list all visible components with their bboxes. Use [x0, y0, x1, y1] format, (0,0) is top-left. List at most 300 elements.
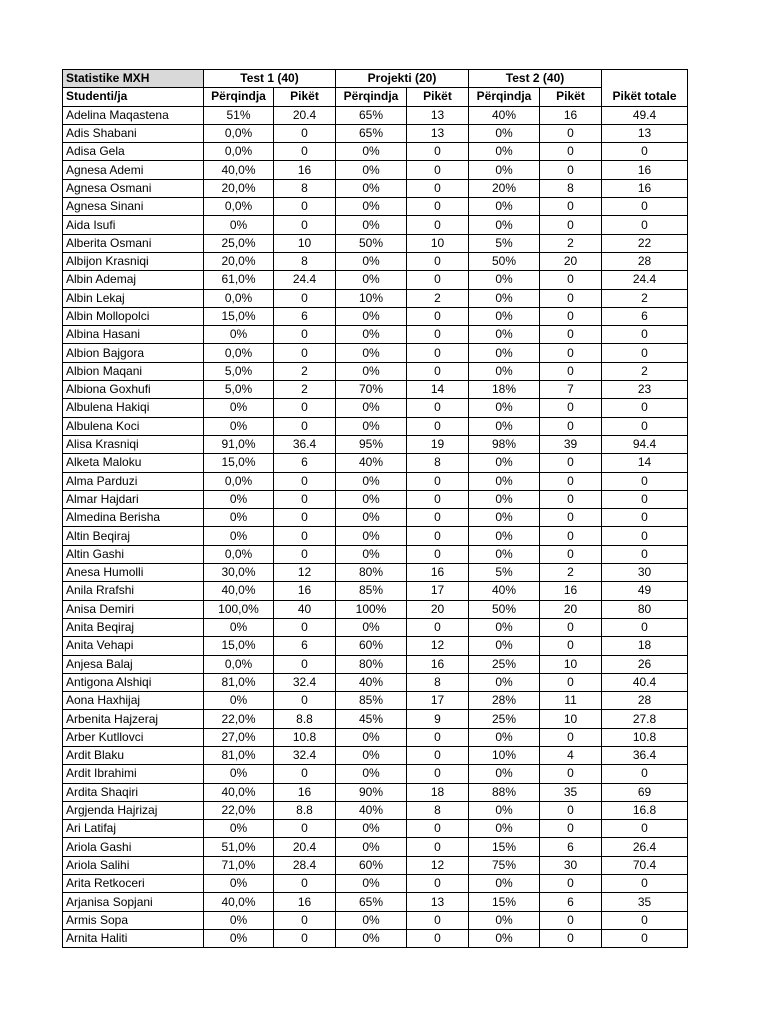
test1-percent: 0%	[204, 399, 274, 417]
total-points: 94.4	[602, 435, 688, 453]
projekti-points: 0	[407, 472, 469, 490]
test2-percent: 40%	[469, 106, 540, 124]
test2-points: 35	[540, 783, 602, 801]
projekti-percent: 0%	[336, 765, 407, 783]
test2-points: 0	[540, 143, 602, 161]
test2-points: 0	[540, 545, 602, 563]
test2-percent: 0%	[469, 728, 540, 746]
test1-percent: 0,0%	[204, 289, 274, 307]
total-points: 0	[602, 198, 688, 216]
test1-points: 20.4	[274, 838, 336, 856]
test1-points: 0	[274, 344, 336, 362]
test2-points: 0	[540, 765, 602, 783]
total-points: 13	[602, 124, 688, 142]
test1-percent: 0%	[204, 509, 274, 527]
student-name: Alketa Maloku	[63, 454, 204, 472]
test2-percent: 0%	[469, 490, 540, 508]
table-row	[63, 509, 688, 527]
test1-percent: 25,0%	[204, 234, 274, 252]
test1-points: 36.4	[274, 435, 336, 453]
test1-points: 28.4	[274, 856, 336, 874]
table-row	[63, 289, 688, 307]
projekti-points: 8	[407, 673, 469, 691]
projekti-points: 0	[407, 746, 469, 764]
student-name: Anisa Demiri	[63, 600, 204, 618]
test1-percent: 81,0%	[204, 746, 274, 764]
test2-percent: 0%	[469, 673, 540, 691]
projekti-percent: 0%	[336, 472, 407, 490]
projekti-percent: 80%	[336, 655, 407, 673]
total-points: 14	[602, 454, 688, 472]
table-row	[63, 655, 688, 673]
test1-points: 0	[274, 929, 336, 947]
test2-percent: 0%	[469, 801, 540, 819]
test2-percent: 40%	[469, 582, 540, 600]
test1-percent: 0%	[204, 765, 274, 783]
student-name: Alisa Krasniqi	[63, 435, 204, 453]
table-row	[63, 216, 688, 234]
projekti-points: 0	[407, 326, 469, 344]
test1-percent: 40,0%	[204, 783, 274, 801]
test2-points: 0	[540, 216, 602, 234]
projekti-percent: 0%	[336, 545, 407, 563]
projekti-points: 0	[407, 545, 469, 563]
projekti-percent: 0%	[336, 838, 407, 856]
test1-points: 0	[274, 875, 336, 893]
test1-points: 16	[274, 783, 336, 801]
projekti-percent: 65%	[336, 106, 407, 124]
test1-points: 12	[274, 564, 336, 582]
test2-percent: 15%	[469, 893, 540, 911]
test2-points: 0	[540, 490, 602, 508]
test2-points: 0	[540, 527, 602, 545]
table-row	[63, 362, 688, 380]
table-row	[63, 801, 688, 819]
projekti-points: 0	[407, 929, 469, 947]
projekti-points: 2	[407, 289, 469, 307]
projekti-points: 8	[407, 454, 469, 472]
test1-percent: 100,0%	[204, 600, 274, 618]
projekti-percent: 0%	[336, 509, 407, 527]
student-name: Aida Isufi	[63, 216, 204, 234]
test2-points: 30	[540, 856, 602, 874]
test1-points: 0	[274, 692, 336, 710]
total-points: 0	[602, 875, 688, 893]
test1-percent: 40,0%	[204, 161, 274, 179]
table-row	[63, 399, 688, 417]
header-test1-percent: Përqindja	[204, 88, 274, 106]
test1-points: 0	[274, 618, 336, 636]
student-name: Agnesa Sinani	[63, 198, 204, 216]
test1-percent: 20,0%	[204, 252, 274, 270]
student-name: Alma Parduzi	[63, 472, 204, 490]
test1-percent: 15,0%	[204, 307, 274, 325]
header-test1-points: Pikët	[274, 88, 336, 106]
table-row	[63, 307, 688, 325]
test2-points: 10	[540, 655, 602, 673]
header-projekti-points: Pikët	[407, 88, 469, 106]
table-row	[63, 637, 688, 655]
student-name: Anita Vehapi	[63, 637, 204, 655]
projekti-points: 0	[407, 875, 469, 893]
total-points: 16	[602, 161, 688, 179]
test1-percent: 0,0%	[204, 143, 274, 161]
total-points: 0	[602, 143, 688, 161]
test2-percent: 18%	[469, 381, 540, 399]
test1-percent: 0,0%	[204, 124, 274, 142]
total-points: 40.4	[602, 673, 688, 691]
table-row	[63, 381, 688, 399]
projekti-percent: 85%	[336, 692, 407, 710]
projekti-percent: 100%	[336, 600, 407, 618]
projekti-percent: 90%	[336, 783, 407, 801]
projekti-points: 9	[407, 710, 469, 728]
test2-points: 0	[540, 673, 602, 691]
test1-percent: 0%	[204, 820, 274, 838]
table-row	[63, 692, 688, 710]
test2-points: 0	[540, 124, 602, 142]
projekti-points: 0	[407, 820, 469, 838]
student-name: Aona Haxhijaj	[63, 692, 204, 710]
test2-points: 0	[540, 161, 602, 179]
test2-percent: 88%	[469, 783, 540, 801]
projekti-points: 0	[407, 417, 469, 435]
test2-percent: 0%	[469, 198, 540, 216]
projekti-percent: 0%	[336, 326, 407, 344]
test1-points: 0	[274, 417, 336, 435]
test1-points: 0	[274, 820, 336, 838]
total-points: 28	[602, 252, 688, 270]
test1-percent: 0%	[204, 216, 274, 234]
projekti-percent: 0%	[336, 527, 407, 545]
header-total-points: Pikët totale	[602, 88, 688, 106]
total-points: 27.8	[602, 710, 688, 728]
projekti-points: 13	[407, 893, 469, 911]
test1-percent: 0%	[204, 875, 274, 893]
total-points: 0	[602, 929, 688, 947]
test2-points: 20	[540, 252, 602, 270]
test2-percent: 25%	[469, 710, 540, 728]
test1-points: 8.8	[274, 710, 336, 728]
projekti-points: 10	[407, 234, 469, 252]
student-name: Alberita Osmani	[63, 234, 204, 252]
projekti-percent: 40%	[336, 673, 407, 691]
test1-percent: 22,0%	[204, 710, 274, 728]
test2-points: 20	[540, 600, 602, 618]
test1-points: 0	[274, 198, 336, 216]
student-name: Anita Beqiraj	[63, 618, 204, 636]
test1-points: 20.4	[274, 106, 336, 124]
projekti-points: 0	[407, 509, 469, 527]
projekti-percent: 60%	[336, 637, 407, 655]
table-row	[63, 545, 688, 563]
projekti-points: 17	[407, 582, 469, 600]
projekti-points: 0	[407, 362, 469, 380]
table-row	[63, 893, 688, 911]
test2-percent: 0%	[469, 161, 540, 179]
test2-points: 0	[540, 399, 602, 417]
test2-points: 0	[540, 637, 602, 655]
student-name: Armis Sopa	[63, 911, 204, 929]
projekti-percent: 0%	[336, 271, 407, 289]
test2-percent: 0%	[469, 545, 540, 563]
table-row	[63, 710, 688, 728]
test2-percent: 10%	[469, 746, 540, 764]
test2-points: 11	[540, 692, 602, 710]
table-row	[63, 673, 688, 691]
projekti-points: 16	[407, 564, 469, 582]
test2-points: 16	[540, 106, 602, 124]
table-row	[63, 179, 688, 197]
test1-percent: 0,0%	[204, 198, 274, 216]
projekti-percent: 80%	[336, 564, 407, 582]
test1-points: 10.8	[274, 728, 336, 746]
test2-percent: 0%	[469, 289, 540, 307]
test2-percent: 98%	[469, 435, 540, 453]
test2-percent: 15%	[469, 838, 540, 856]
projekti-percent: 0%	[336, 911, 407, 929]
group-header-row	[63, 70, 688, 88]
header-test2-points: Pikët	[540, 88, 602, 106]
total-points: 0	[602, 527, 688, 545]
projekti-points: 0	[407, 143, 469, 161]
student-name: Albina Hasani	[63, 326, 204, 344]
test2-percent: 5%	[469, 234, 540, 252]
test2-percent: 0%	[469, 637, 540, 655]
test2-points: 0	[540, 362, 602, 380]
total-points: 0	[602, 509, 688, 527]
test2-percent: 0%	[469, 820, 540, 838]
test1-percent: 0,0%	[204, 344, 274, 362]
projekti-points: 0	[407, 307, 469, 325]
table-row	[63, 344, 688, 362]
projekti-percent: 65%	[336, 124, 407, 142]
test1-percent: 81,0%	[204, 673, 274, 691]
student-name: Ardit Ibrahimi	[63, 765, 204, 783]
test1-points: 40	[274, 600, 336, 618]
projekti-points: 0	[407, 216, 469, 234]
projekti-percent: 50%	[336, 234, 407, 252]
test1-points: 24.4	[274, 271, 336, 289]
table-row	[63, 472, 688, 490]
projekti-percent: 0%	[336, 417, 407, 435]
total-points: 0	[602, 911, 688, 929]
test1-percent: 51%	[204, 106, 274, 124]
projekti-percent: 0%	[336, 929, 407, 947]
student-name: Adelina Maqastena	[63, 106, 204, 124]
student-name: Altin Gashi	[63, 545, 204, 563]
test1-percent: 0%	[204, 911, 274, 929]
test2-points: 16	[540, 582, 602, 600]
student-name: Albin Ademaj	[63, 271, 204, 289]
table-row	[63, 746, 688, 764]
total-points: 26.4	[602, 838, 688, 856]
projekti-percent: 0%	[336, 179, 407, 197]
student-name: Arnita Haliti	[63, 929, 204, 947]
projekti-percent: 0%	[336, 746, 407, 764]
test1-points: 32.4	[274, 746, 336, 764]
test2-points: 0	[540, 801, 602, 819]
test1-points: 0	[274, 911, 336, 929]
group-test2: Test 2 (40)	[469, 70, 602, 88]
projekti-points: 0	[407, 271, 469, 289]
test1-points: 0	[274, 399, 336, 417]
total-points: 10.8	[602, 728, 688, 746]
projekti-points: 16	[407, 655, 469, 673]
student-name: Agnesa Ademi	[63, 161, 204, 179]
test1-percent: 0%	[204, 417, 274, 435]
test2-points: 0	[540, 454, 602, 472]
test2-percent: 0%	[469, 307, 540, 325]
test2-percent: 0%	[469, 124, 540, 142]
total-points: 2	[602, 362, 688, 380]
test1-percent: 0,0%	[204, 472, 274, 490]
total-points: 6	[602, 307, 688, 325]
projekti-percent: 0%	[336, 307, 407, 325]
student-name: Altin Beqiraj	[63, 527, 204, 545]
projekti-percent: 0%	[336, 198, 407, 216]
total-points: 36.4	[602, 746, 688, 764]
test2-percent: 0%	[469, 454, 540, 472]
projekti-points: 0	[407, 618, 469, 636]
total-points: 0	[602, 820, 688, 838]
student-name: Albiona Goxhufi	[63, 381, 204, 399]
total-points: 18	[602, 637, 688, 655]
test1-points: 8	[274, 252, 336, 270]
student-name: Ardit Blaku	[63, 746, 204, 764]
test1-percent: 5,0%	[204, 381, 274, 399]
group-projekti: Projekti (20)	[336, 70, 469, 88]
table-row	[63, 564, 688, 582]
test1-points: 16	[274, 893, 336, 911]
student-name: Albulena Hakiqi	[63, 399, 204, 417]
projekti-percent: 0%	[336, 490, 407, 508]
projekti-points: 0	[407, 161, 469, 179]
table-row	[63, 820, 688, 838]
projekti-points: 12	[407, 856, 469, 874]
test1-percent: 91,0%	[204, 435, 274, 453]
student-name: Albion Maqani	[63, 362, 204, 380]
projekti-percent: 0%	[336, 728, 407, 746]
student-name: Albion Bajgora	[63, 344, 204, 362]
projekti-points: 0	[407, 344, 469, 362]
projekti-points: 0	[407, 527, 469, 545]
test1-percent: 30,0%	[204, 564, 274, 582]
test1-points: 0	[274, 490, 336, 508]
projekti-percent: 60%	[336, 856, 407, 874]
projekti-percent: 0%	[336, 362, 407, 380]
table-row	[63, 728, 688, 746]
student-name: Arita Retkoceri	[63, 875, 204, 893]
test2-points: 6	[540, 893, 602, 911]
test1-percent: 15,0%	[204, 454, 274, 472]
test2-points: 39	[540, 435, 602, 453]
test1-points: 0	[274, 326, 336, 344]
test2-percent: 0%	[469, 929, 540, 947]
student-name: Albin Mollopolci	[63, 307, 204, 325]
test1-percent: 27,0%	[204, 728, 274, 746]
test1-percent: 51,0%	[204, 838, 274, 856]
total-points: 24.4	[602, 271, 688, 289]
table-row	[63, 527, 688, 545]
group-blank	[602, 70, 688, 88]
test2-percent: 5%	[469, 564, 540, 582]
student-name: Agnesa Osmani	[63, 179, 204, 197]
test2-percent: 0%	[469, 362, 540, 380]
total-points: 80	[602, 600, 688, 618]
projekti-points: 0	[407, 765, 469, 783]
test1-points: 16	[274, 161, 336, 179]
test1-percent: 0%	[204, 692, 274, 710]
test2-percent: 0%	[469, 216, 540, 234]
projekti-points: 13	[407, 124, 469, 142]
test1-points: 8.8	[274, 801, 336, 819]
test2-percent: 50%	[469, 252, 540, 270]
table-row	[63, 106, 688, 124]
test2-percent: 0%	[469, 875, 540, 893]
projekti-percent: 0%	[336, 252, 407, 270]
test2-percent: 0%	[469, 143, 540, 161]
total-points: 30	[602, 564, 688, 582]
table-row	[63, 417, 688, 435]
table-row	[63, 838, 688, 856]
table-row	[63, 582, 688, 600]
projekti-percent: 45%	[336, 710, 407, 728]
total-points: 49.4	[602, 106, 688, 124]
column-header-row	[63, 88, 688, 106]
projekti-percent: 0%	[336, 820, 407, 838]
student-name: Albin Lekaj	[63, 289, 204, 307]
table-row	[63, 124, 688, 142]
test2-points: 0	[540, 289, 602, 307]
test2-points: 7	[540, 381, 602, 399]
projekti-points: 12	[407, 637, 469, 655]
projekti-points: 14	[407, 381, 469, 399]
table-row	[63, 765, 688, 783]
test1-percent: 15,0%	[204, 637, 274, 655]
table-row	[63, 252, 688, 270]
projekti-points: 20	[407, 600, 469, 618]
test2-percent: 0%	[469, 472, 540, 490]
projekti-points: 0	[407, 179, 469, 197]
total-points: 0	[602, 765, 688, 783]
test2-percent: 0%	[469, 271, 540, 289]
test2-percent: 0%	[469, 911, 540, 929]
projekti-percent: 40%	[336, 801, 407, 819]
test1-percent: 0%	[204, 326, 274, 344]
test2-percent: 0%	[469, 509, 540, 527]
total-points: 23	[602, 381, 688, 399]
test2-points: 0	[540, 326, 602, 344]
total-points: 0	[602, 399, 688, 417]
test1-percent: 0%	[204, 929, 274, 947]
table-row	[63, 234, 688, 252]
test1-points: 0	[274, 289, 336, 307]
test1-points: 0	[274, 124, 336, 142]
projekti-points: 18	[407, 783, 469, 801]
projekti-points: 19	[407, 435, 469, 453]
test1-points: 0	[274, 527, 336, 545]
projekti-percent: 10%	[336, 289, 407, 307]
test1-percent: 5,0%	[204, 362, 274, 380]
test2-points: 8	[540, 179, 602, 197]
table-row	[63, 435, 688, 453]
test1-points: 0	[274, 216, 336, 234]
test1-points: 16	[274, 582, 336, 600]
projekti-points: 0	[407, 838, 469, 856]
test1-percent: 40,0%	[204, 582, 274, 600]
test1-points: 6	[274, 454, 336, 472]
